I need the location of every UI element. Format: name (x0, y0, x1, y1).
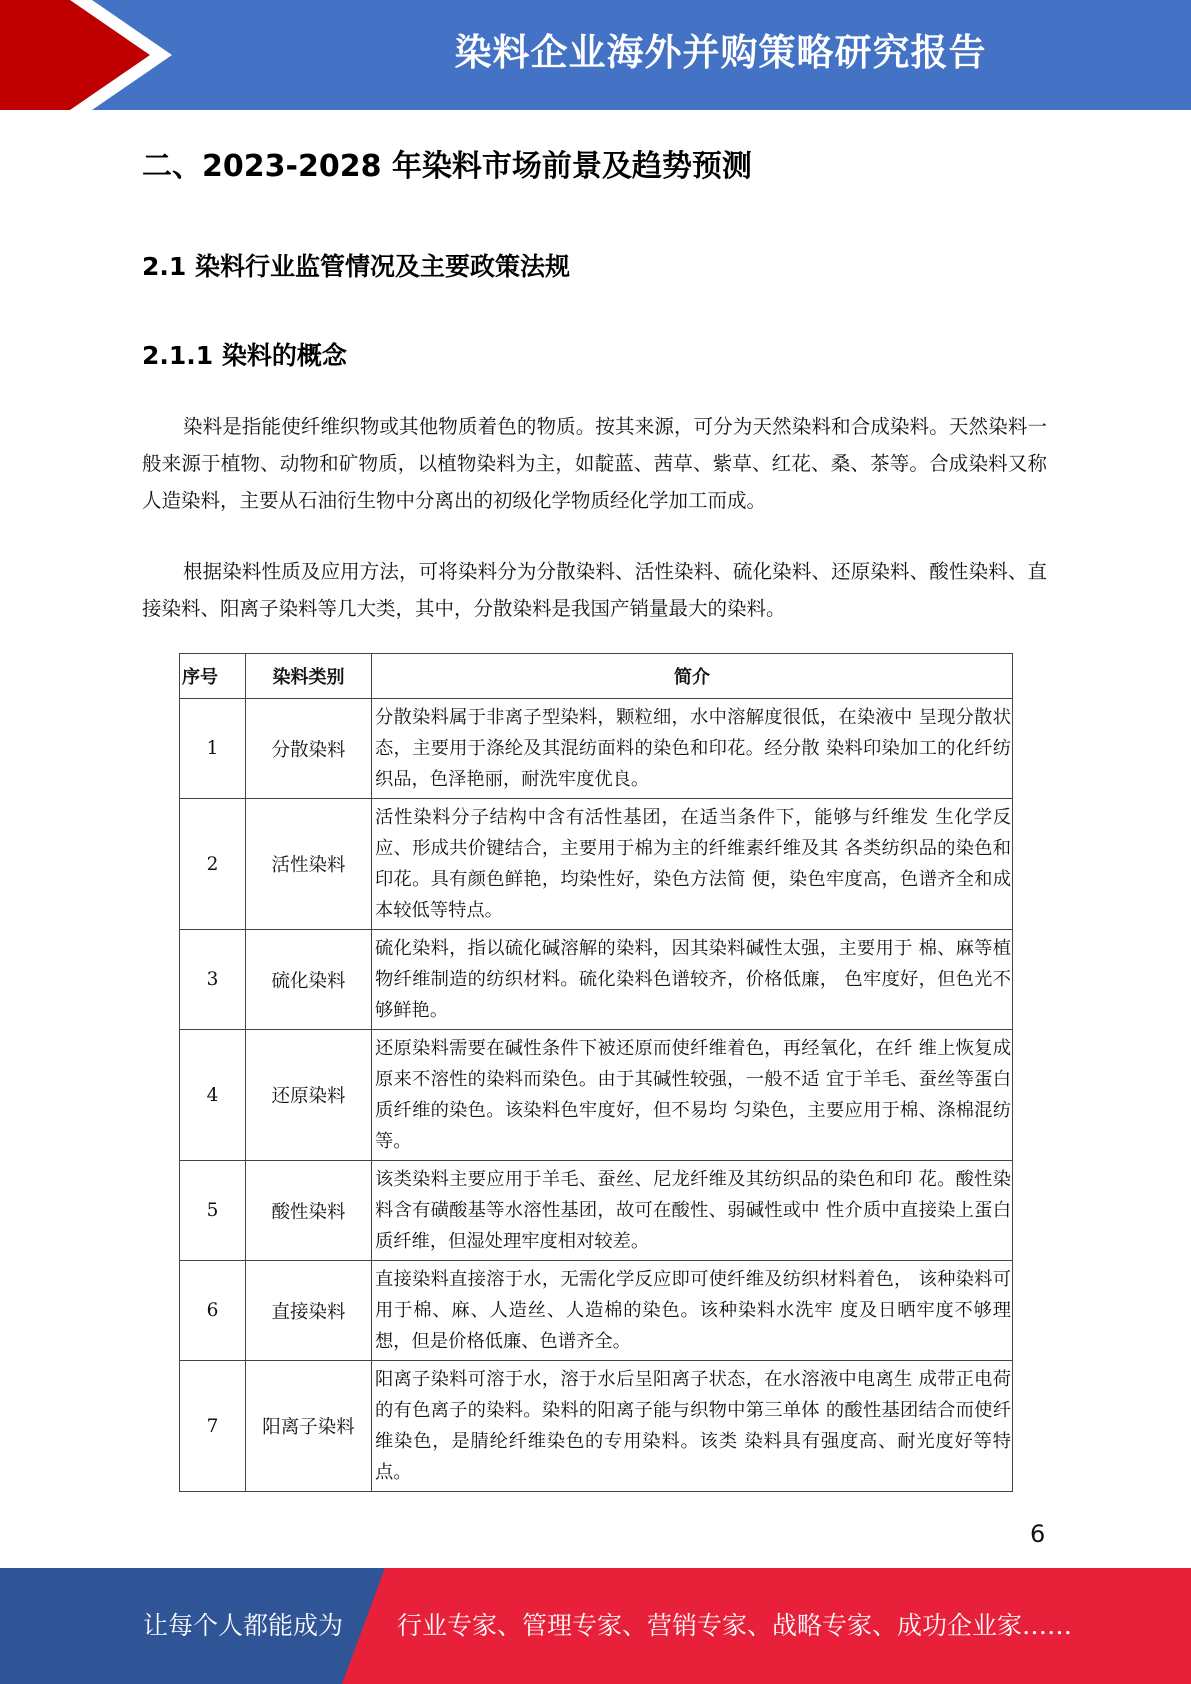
dye-category: 阳离子染料 (246, 1361, 372, 1492)
dye-description: 活性染料分子结构中含有活性基团，在适当条件下，能够与纤维发 生化学反应、形成共价键结合，主要用于棉为主的纤维素纤维及其 各类纺织品的染色和印花。具有颜色鲜艳，均染性好，染色方法简 便，染色牢度高，色谱齐全和成本较低等特点。 (372, 799, 1013, 930)
table-row (180, 1030, 1013, 1161)
section-heading: 2.1 染料行业监管情况及主要政策法规 (142, 252, 570, 281)
row-number: 4 (180, 1030, 246, 1161)
body-paragraph: 染料是指能使纤维织物或其他物质着色的物质。按其来源，可分为天然染料和合成染料。天然染料一般来源于植物、动物和矿物质，以植物染料为主，如靛蓝、茜草、紫草、红花、桑、茶等。合成染料又称人造染料，主要从石油衍生物中分离出的初级化学物质经化学加工而成。 (142, 415, 1047, 512)
table-row (180, 1261, 1013, 1361)
dye-category: 硫化染料 (246, 930, 372, 1030)
dye-description: 直接染料直接溶于水，无需化学反应即可使纤维及纺织材料着色， 该种染料可用于棉、麻、人造丝、人造棉的染色。该种染料水洗牢 度及日晒牢度不够理想，但是价格低廉、色谱齐全。 (372, 1261, 1013, 1361)
dye-description: 分散染料属于非离子型染料，颗粒细，水中溶解度很低，在染液中 呈现分散状态，主要用于涤纶及其混纺面料的染色和印花。经分散 染料印染加工的化纤纺织品，色泽艳丽，耐洗牢度优良。 (372, 699, 1013, 799)
dye-category: 活性染料 (246, 799, 372, 930)
subsection-heading: 2.1.1 染料的概念 (142, 341, 347, 370)
table-row (180, 1361, 1013, 1492)
page-footer (0, 1568, 1191, 1684)
page-header (0, 0, 1191, 110)
row-number: 3 (180, 930, 246, 1030)
dye-description: 硫化染料，指以硫化碱溶解的染料，因其染料碱性太强，主要用于 棉、麻等植物纤维制造的纺织材料。硫化染料色谱较齐，价格低廉， 色牢度好，但色光不够鲜艳。 (372, 930, 1013, 1030)
dye-category: 直接染料 (246, 1261, 372, 1361)
row-number: 2 (180, 799, 246, 930)
table-header-row (180, 654, 1013, 699)
table-row (180, 699, 1013, 799)
dye-description: 还原染料需要在碱性条件下被还原而使纤维着色，再经氧化，在纤 维上恢复成原来不溶性的染料而染色。由于其碱性较强，一般不适 宜于羊毛、蚕丝等蛋白质纤维的染色。该染料色牢度好，但不易均 匀染色，主要应用于棉、涤棉混纺等。 (372, 1030, 1013, 1161)
column-header-category: 染料类别 (246, 654, 372, 699)
row-number: 5 (180, 1161, 246, 1261)
table-row (180, 799, 1013, 930)
dye-category: 分散染料 (246, 699, 372, 799)
page-number: 6 (1030, 1520, 1046, 1548)
dye-description: 阳离子染料可溶于水，溶于水后呈阳离子状态，在水溶液中电离生 成带正电荷的有色离子的染料。染料的阳离子能与织物中第三单体 的酸性基团结合而使纤维染色，是腈纶纤维染色的专用染料。该类 染料具有强度高、耐光度好等特点。 (372, 1361, 1013, 1492)
footer-slogan-left: 让每个人都能成为 (143, 1611, 344, 1640)
table-row (180, 930, 1013, 1030)
dye-category: 酸性染料 (246, 1161, 372, 1261)
dye-category: 还原染料 (246, 1030, 372, 1161)
row-number: 7 (180, 1361, 246, 1492)
dye-types-table (179, 653, 1013, 1492)
dye-description: 该类染料主要应用于羊毛、蚕丝、尼龙纤维及其纺织品的染色和印 花。酸性染料含有磺酸基等水溶性基团，故可在酸性、弱碱性或中 性介质中直接染上蛋白质纤维，但湿处理牢度相对较差。 (372, 1161, 1013, 1261)
column-header-no: 序号 (180, 654, 246, 699)
table-row (180, 1161, 1013, 1261)
column-header-description: 简介 (372, 654, 1013, 699)
footer-slogan-right: 行业专家、管理专家、营销专家、战略专家、成功企业家…… (397, 1611, 1073, 1640)
chapter-heading: 二、2023-2028 年染料市场前景及趋势预测 (142, 149, 752, 184)
row-number: 1 (180, 699, 246, 799)
report-title: 染料企业海外并购策略研究报告 (454, 31, 987, 74)
body-paragraph: 根据染料性质及应用方法，可将染料分为分散染料、活性染料、硫化染料、还原染料、酸性染料、直接染料、阳离子染料等几大类，其中，分散染料是我国产销量最大的染料。 (142, 560, 1047, 620)
row-number: 6 (180, 1261, 246, 1361)
